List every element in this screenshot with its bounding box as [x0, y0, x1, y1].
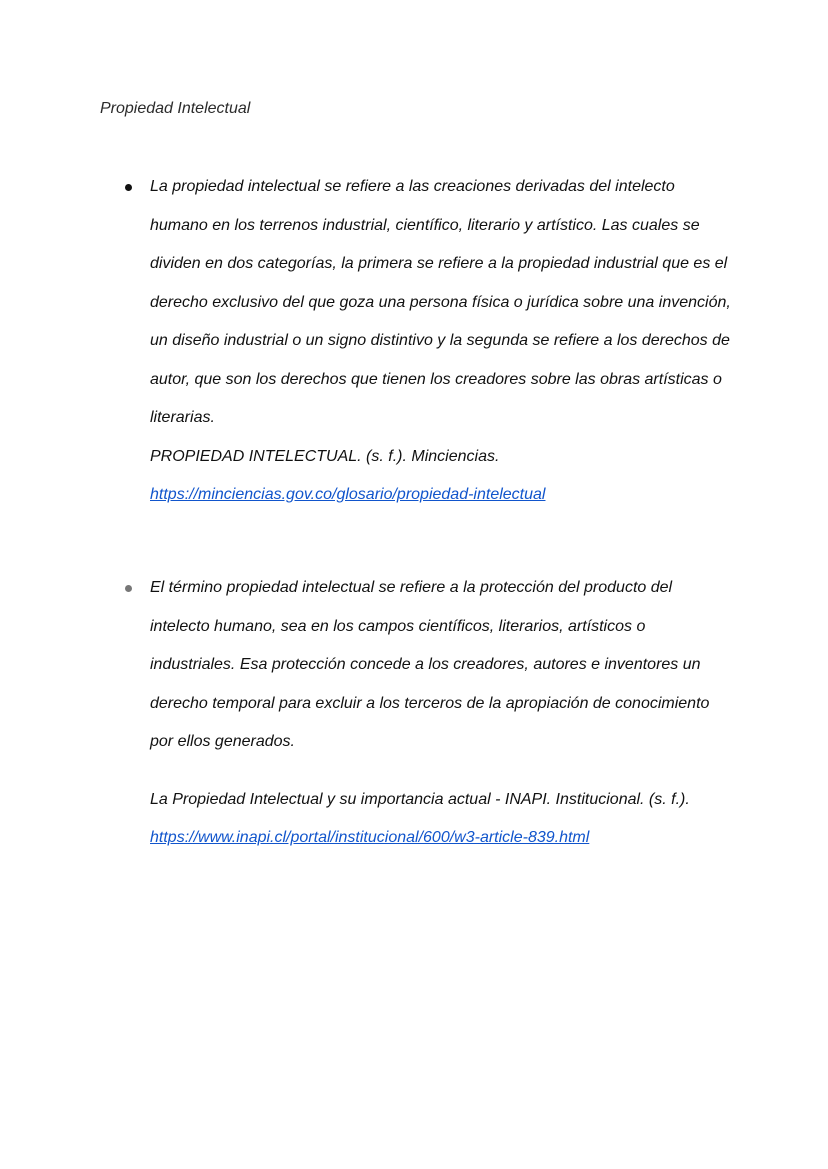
list-item [150, 168, 735, 515]
bullet-icon [125, 585, 132, 592]
list-item [150, 569, 735, 858]
item-body-text: La propiedad intelectual se refiere a las creaciones derivadas del intelecto humano en los terrenos industrial, científico, literario y artístico. Las cuales se dividen en dos categorías, la primera se refiere a la propiedad industrial que es el derecho exclusivo del que goza una persona física o jurídica sobre una invención, un diseño industrial o un signo distintivo y la segunda se refiere a los derechos de autor, que son los derechos que tienen los creadores sobre las obras artísticas o literarias. [150, 178, 731, 426]
reference-link[interactable]: https://minciencias.gov.co/glosario/propiedad-intelectual [150, 486, 546, 503]
reference-link[interactable]: https://www.inapi.cl/portal/institucional/600/w3-article-839.html [150, 829, 590, 846]
bullet-icon [125, 184, 132, 191]
citation-text [150, 438, 735, 515]
page-title: Propiedad Intelectual [100, 100, 251, 117]
citation-text [150, 781, 735, 858]
citation-source: PROPIEDAD INTELECTUAL. (s. f.). Minciencias. [150, 447, 500, 465]
citation-source: La Propiedad Intelectual y su importancia actual - INAPI. Institucional. (s. f.). [150, 790, 690, 808]
item-body-text: El término propiedad intelectual se refiere a la protección del producto del intelecto humano, sea en los campos científicos, literarios, artísticos o industriales. Esa protección concede a los creadores, autores e inventores un derecho temporal para excluir a los terceros de la apropiación de conocimiento por ellos generados. [150, 579, 710, 750]
